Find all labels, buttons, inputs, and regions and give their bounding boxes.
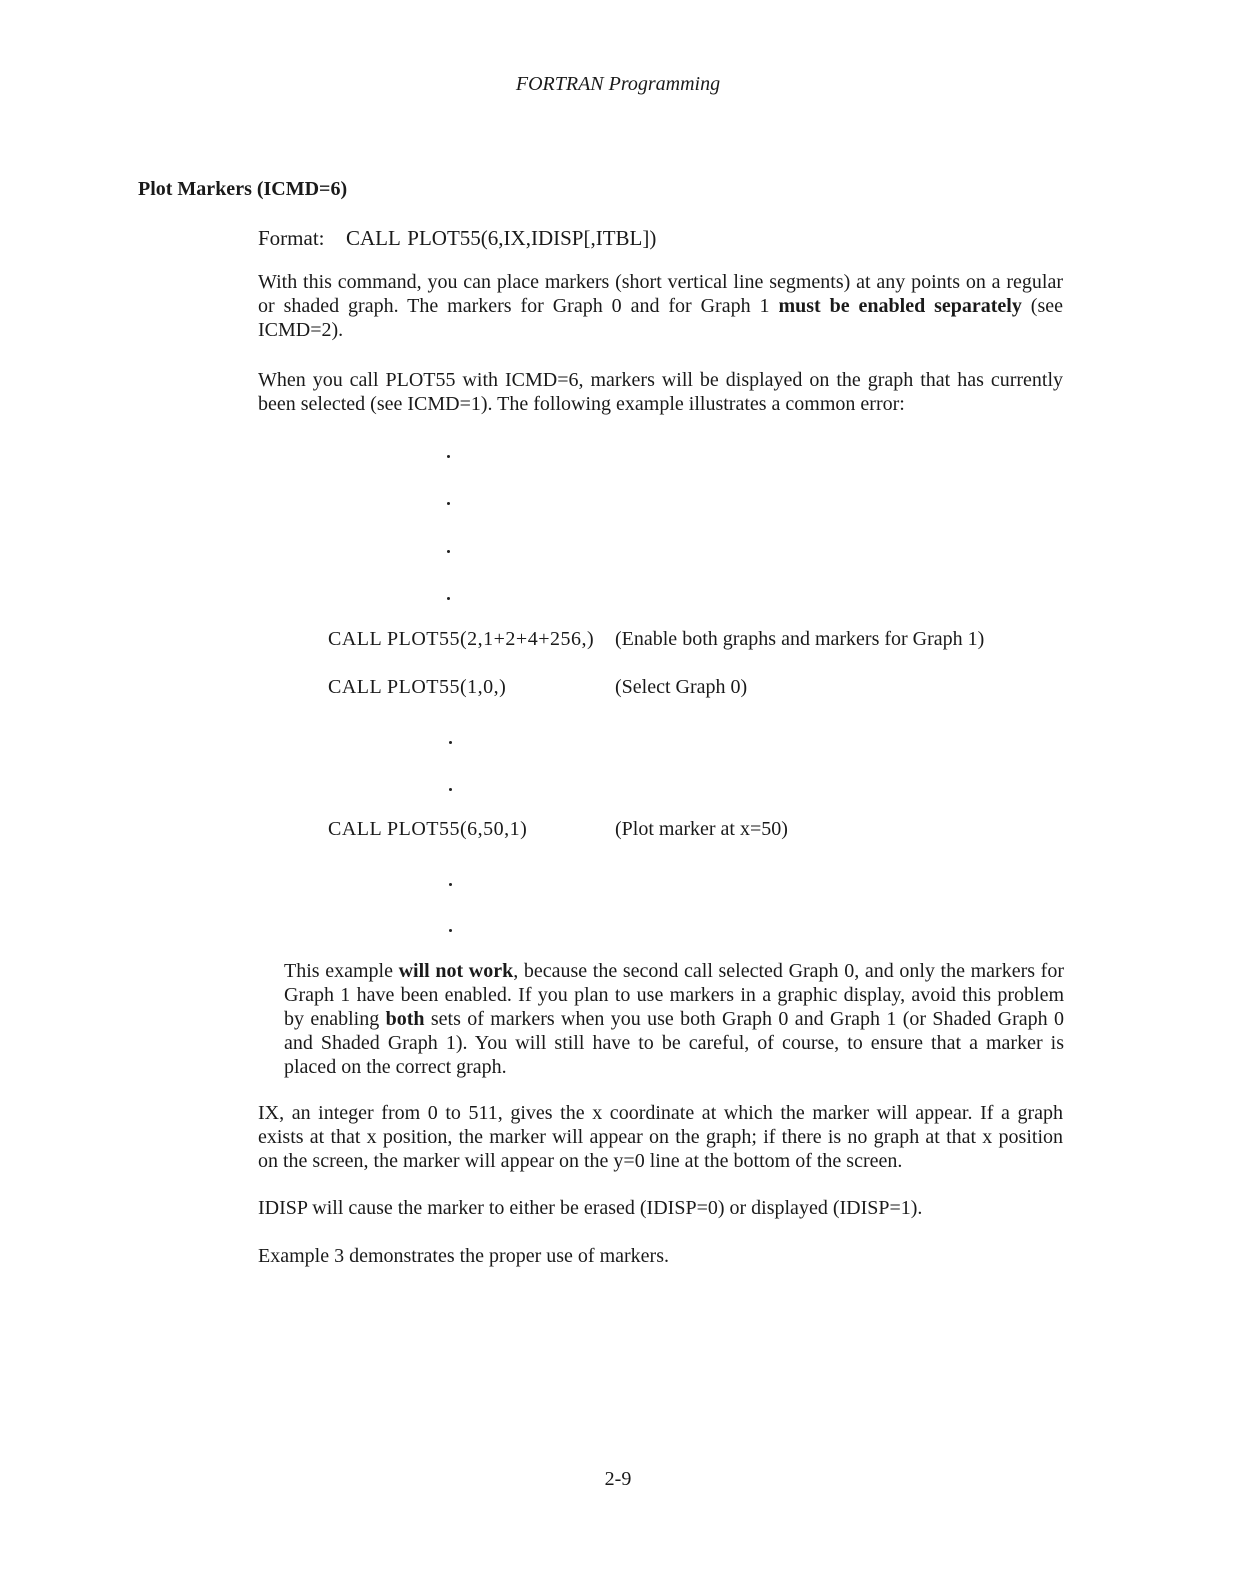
paragraph-text: (see ICMD=2).: [258, 295, 1063, 341]
paragraph-text: This example: [284, 960, 399, 982]
paragraph-selected-graph: When you call PLOT55 with ICMD=6, markers will be displayed on the graph that has currently been selected (see ICMD=1). The following example illustrates a common error:: [258, 369, 1063, 415]
paragraph-text: With this command, you can place markers (short vertical line segments) at any points on a regular or shaded graph. The markers for Graph 0 and for Graph 1: [258, 271, 1063, 317]
ellipsis-dot: [449, 788, 452, 791]
ellipsis-dot: [447, 597, 450, 600]
paragraph-example-ref: Example 3 demonstrates the proper use of markers.: [258, 1245, 669, 1267]
ellipsis-dot: [447, 455, 450, 458]
example-code-line: CALL PLOT55(1,0,): [328, 676, 507, 698]
page-number: 2-9: [604, 1468, 632, 1490]
paragraph-text: sets of markers when you use both Graph 0 and Graph 1 (or Shaded Graph 0 and Shaded Graph 1). You will still have to be careful, of course, to ensure that a marker is placed on the correct graph.: [284, 1008, 1064, 1078]
example-code-comment: (Enable both graphs and markers for Graph 1): [615, 628, 985, 650]
paragraph-ix: IX, an integer from 0 to 511, gives the x coordinate at which the marker will appear. If a graph exists at that x position, the marker will appear on the graph; if there is no graph at that x position on the screen, the marker will appear on the y=0 line at the bottom of the screen.: [258, 1102, 1063, 1172]
example-code-line: CALL PLOT55(6,50,1): [328, 818, 528, 840]
paragraph-text: , because the second call selected Graph 0, and only the markers for Graph 1 have been enabled. If you plan to use markers in a graphic display, avoid this problem by enabling: [284, 960, 1064, 1030]
ellipsis-dot: [447, 550, 450, 553]
ellipsis-dot: [447, 502, 450, 505]
section-title: Plot Markers (ICMD=6): [138, 178, 348, 200]
example-code-comment: (Select Graph 0): [615, 676, 748, 698]
example-code-line: CALL PLOT55(2,1+2+4+256,): [328, 628, 595, 650]
ellipsis-dot: [449, 741, 452, 744]
emphasis-text: must be enabled separately: [778, 295, 1022, 317]
emphasis-text: both: [385, 1008, 425, 1030]
paragraph-markers-intro: [258, 270, 1063, 342]
emphasis-text: will not work: [398, 960, 514, 982]
running-header: FORTRAN Programming: [515, 73, 721, 95]
paragraph-example-note: [284, 959, 1064, 1079]
example-code-comment: (Plot marker at x=50): [615, 818, 788, 840]
ellipsis-dot: [449, 883, 452, 886]
format-call: CALL PLOT55(6,IX,IDISP[,ITBL]): [346, 226, 657, 250]
format-line: [258, 226, 656, 251]
format-label: Format:: [258, 226, 325, 250]
paragraph-idisp: IDISP will cause the marker to either be erased (IDISP=0) or displayed (IDISP=1).: [258, 1197, 923, 1219]
ellipsis-dot: [449, 929, 452, 932]
